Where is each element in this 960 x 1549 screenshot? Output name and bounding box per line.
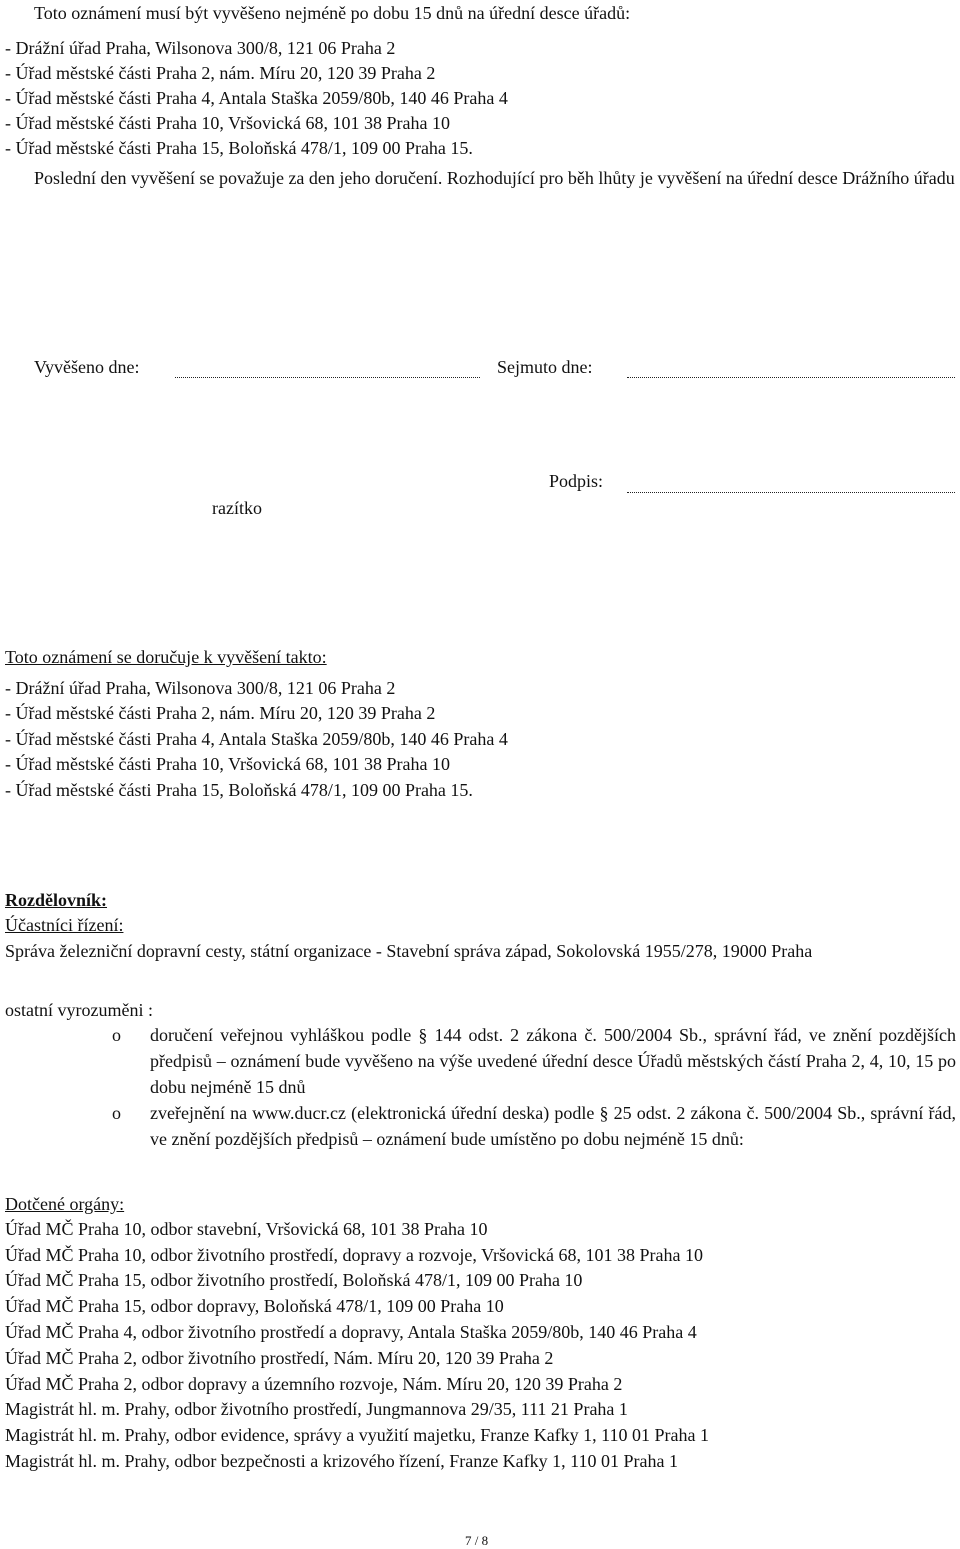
top-office-line: - Úřad městské části Praha 15, Boloňská 478/1, 109 00 Praha 15. [5, 138, 473, 158]
authority-line: Úřad MČ Praha 4, odbor životního prostředí a dopravy, Antala Staška 2059/80b, 140 46 Praha 4 [5, 1322, 697, 1342]
top-notice-note: Poslední den vyvěšení se považuje za den jeho doručení. Rozhodující pro běh lhůty je vyvěšení na úřední desce Drážního úřadu [34, 168, 955, 188]
distribution-title: Rozdělovník: [5, 890, 108, 910]
top-office-line: - Drážní úřad Praha, Wilsonova 300/8, 121 06 Praha 2 [5, 38, 396, 58]
authority-line: Magistrát hl. m. Prahy, odbor životního prostředí, Jungmannova 29/35, 111 21 Praha 1 [5, 1399, 628, 1419]
top-office-line: - Úřad městské části Praha 2, nám. Míru 20, 120 39 Praha 2 [5, 63, 436, 83]
posted-date-field[interactable] [175, 377, 480, 378]
others-title: ostatní vyrozuměni : [5, 1000, 153, 1020]
authority-line: Úřad MČ Praha 10, odbor životního prostředí, dopravy a rozvoje, Vršovická 68, 101 38 Praha 10 [5, 1245, 703, 1265]
authorities-title: Dotčené orgány: [5, 1194, 125, 1214]
top-office-line: - Úřad městské části Praha 10, Vršovická 68, 101 38 Praha 10 [5, 113, 450, 133]
delivery-office-line: - Úřad městské části Praha 4, Antala Staška 2059/80b, 140 46 Praha 4 [5, 729, 508, 749]
delivery-office-line: - Úřad městské části Praha 10, Vršovická 68, 101 38 Praha 10 [5, 754, 450, 774]
removed-date-field[interactable] [627, 377, 955, 378]
authority-line: Úřad MČ Praha 10, odbor stavební, Vršovická 68, 101 38 Praha 10 [5, 1219, 488, 1239]
bullet-item: doručení veřejnou vyhláškou podle § 144 odst. 2 zákona č. 500/2004 Sb., správní řád, ve znění pozdějších předpisů – oznámení bude vyvěšeno na výše uvedené úřední desce Úřadů městských částí Praha 2, 4, 10, 15 po dobu nejméně 15 dnů [150, 1025, 956, 1097]
delivery-title: Toto oznámení se doručuje k vyvěšení takto: [5, 647, 327, 667]
authority-line: Úřad MČ Praha 15, odbor životního prostředí, Boloňská 478/1, 109 00 Praha 10 [5, 1270, 583, 1290]
authority-line: Magistrát hl. m. Prahy, odbor evidence, správy a využití majetku, Franze Kafky 1, 110 01 Praha 1 [5, 1425, 709, 1445]
removed-date-label: Sejmuto dne: [497, 357, 593, 377]
bullet-item: zveřejnění na www.ducr.cz (elektronická úřední deska) podle § 25 odst. 2 zákona č. 500/2004 Sb., správní řád, ve znění pozdějších předpisů – oznámení bude umístěno po dobu nejméně 15 dnů: [150, 1103, 956, 1149]
delivery-office-line: - Úřad městské části Praha 2, nám. Míru 20, 120 39 Praha 2 [5, 703, 436, 723]
page-number: 7 / 8 [465, 1533, 489, 1548]
participants-title: Účastníci řízení: [5, 915, 124, 935]
delivery-office-line: - Drážní úřad Praha, Wilsonova 300/8, 121 06 Praha 2 [5, 678, 396, 698]
authority-line: Úřad MČ Praha 15, odbor dopravy, Boloňská 478/1, 109 00 Praha 10 [5, 1296, 504, 1316]
stamp-label: razítko [212, 498, 262, 518]
bullet-marker: o [112, 1103, 121, 1123]
top-notice-intro: Toto oznámení musí být vyvěšeno nejméně po dobu 15 dnů na úřední desce úřadů: [34, 3, 631, 23]
signature-field[interactable] [627, 492, 955, 493]
bullet-marker: o [112, 1025, 121, 1045]
delivery-office-line: - Úřad městské části Praha 15, Boloňská 478/1, 109 00 Praha 15. [5, 780, 473, 800]
participant-entry: Správa železniční dopravní cesty, státní organizace - Stavební správa západ, Sokolovská 1955/278, 19000 Praha [5, 941, 813, 961]
top-office-line: - Úřad městské části Praha 4, Antala Staška 2059/80b, 140 46 Praha 4 [5, 88, 508, 108]
authority-line: Magistrát hl. m. Prahy, odbor bezpečnosti a krizového řízení, Franze Kafky 1, 110 01 Praha 1 [5, 1451, 678, 1471]
posted-date-label: Vyvěšeno dne: [34, 357, 140, 377]
authority-line: Úřad MČ Praha 2, odbor dopravy a územního rozvoje, Nám. Míru 20, 120 39 Praha 2 [5, 1374, 623, 1394]
authority-line: Úřad MČ Praha 2, odbor životního prostředí, Nám. Míru 20, 120 39 Praha 2 [5, 1348, 554, 1368]
signature-label: Podpis: [549, 471, 604, 491]
